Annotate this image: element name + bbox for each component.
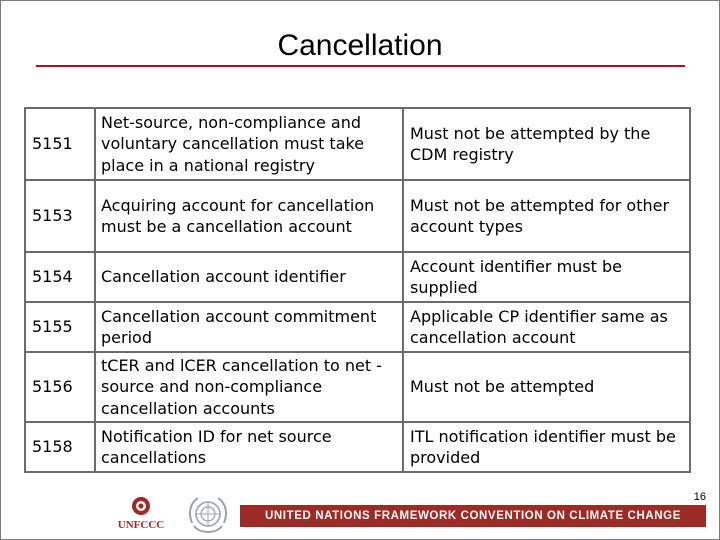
- row-condition: tCER and lCER cancellation to net -source and non-compliance cancellation accounts: [95, 352, 403, 422]
- table-row: [25, 108, 690, 180]
- table-row: [25, 302, 690, 352]
- unfccc-logo-text: UNFCCC: [117, 519, 165, 531]
- row-condition: Notification ID for net source cancellations: [95, 422, 403, 472]
- row-code: 5153: [25, 180, 95, 252]
- row-condition: Cancellation account commitment period: [95, 302, 403, 352]
- row-condition: Net-source, non-compliance and voluntary cancellation must take place in a national registry: [95, 108, 403, 180]
- row-code: 5155: [25, 302, 95, 352]
- footer-banner: UNITED NATIONS FRAMEWORK CONVENTION ON CLIMATE CHANGE: [240, 505, 706, 527]
- unfccc-logo: [98, 495, 184, 535]
- slide-title: Cancellation: [277, 29, 443, 62]
- un-emblem-icon: [186, 493, 230, 537]
- row-code: 5154: [25, 252, 95, 302]
- row-requirement: Must not be attempted: [403, 352, 690, 422]
- table-row: [25, 180, 690, 252]
- row-code: 5158: [25, 422, 95, 472]
- row-requirement: Applicable CP identifier same as cancellation account: [403, 302, 690, 352]
- row-requirement: Must not be attempted for other account types: [403, 180, 690, 252]
- table-row: [25, 422, 690, 472]
- cancellation-table: [24, 107, 691, 473]
- row-code: 5151: [25, 108, 95, 180]
- title-underline: [36, 65, 685, 67]
- page-number: 16: [693, 491, 706, 503]
- row-requirement: Must not be attempted by the CDM registry: [403, 108, 690, 180]
- table-row: [25, 252, 690, 302]
- row-code: 5156: [25, 352, 95, 422]
- row-condition: Acquiring account for cancellation must be a cancellation account: [95, 180, 403, 252]
- row-requirement: ITL notification identifier must be provided: [403, 422, 690, 472]
- table-row: [25, 352, 690, 422]
- row-condition: Cancellation account identifier: [95, 252, 403, 302]
- row-requirement: Account identifier must be supplied: [403, 252, 690, 302]
